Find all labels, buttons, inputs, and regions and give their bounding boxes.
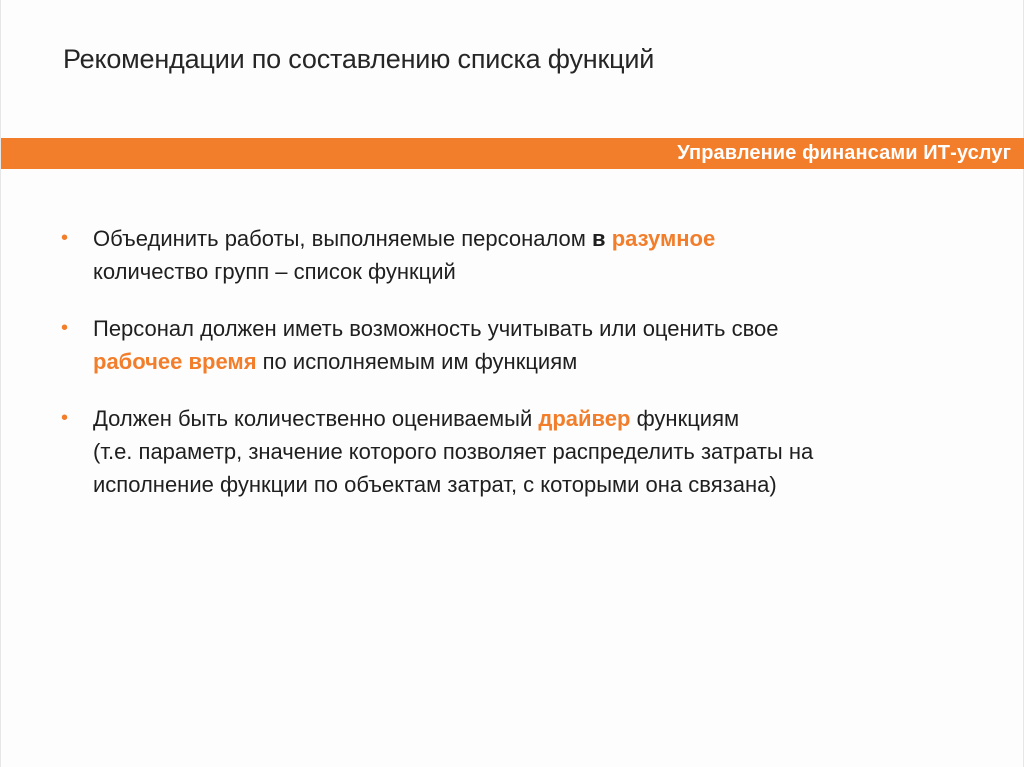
bullet-list bbox=[61, 222, 981, 525]
bullet-3-line-2: (т.е. параметр, значение которого позволяет распределить затраты на bbox=[93, 439, 814, 464]
bullet-dot-icon: • bbox=[61, 317, 69, 339]
band-subtitle: Управление финансами ИТ-услуг bbox=[677, 142, 1011, 164]
bullet-3-highlight: драйвер bbox=[538, 406, 631, 431]
bullet-item-2 bbox=[61, 312, 981, 378]
bullet-dot-icon: • bbox=[61, 407, 69, 429]
bullet-3-line-3: исполнение функции по объектам затрат, с которыми она связана) bbox=[93, 472, 777, 497]
bullet-3-text-b: функциям bbox=[630, 406, 740, 431]
bullet-dot-icon: • bbox=[61, 227, 69, 249]
bullet-2-line-2 bbox=[93, 345, 981, 378]
bullet-1-line-2: количество групп – список функций bbox=[93, 259, 456, 284]
header-band bbox=[1, 138, 1024, 169]
bullet-item-1 bbox=[61, 222, 981, 288]
bullet-3-text-a: Должен быть количественно оцениваемый bbox=[93, 406, 539, 431]
bullet-3-line-1 bbox=[93, 402, 981, 435]
bullet-1-text-bold: в bbox=[592, 226, 606, 251]
bullet-2-highlight: рабочее время bbox=[93, 349, 257, 374]
page-title: Рекомендации по составлению списка функций bbox=[63, 44, 655, 74]
bullet-2-line-1: Персонал должен иметь возможность учитывать или оценить свое bbox=[93, 316, 779, 341]
bullet-item-3 bbox=[61, 402, 981, 501]
bullet-1-text-a: Объединить работы, выполняемые персоналом bbox=[93, 226, 593, 251]
bullet-1-line-1 bbox=[93, 222, 981, 255]
bullet-1-highlight: разумное bbox=[611, 226, 716, 251]
bullet-2-text-rest: по исполняемым им функциям bbox=[256, 349, 578, 374]
